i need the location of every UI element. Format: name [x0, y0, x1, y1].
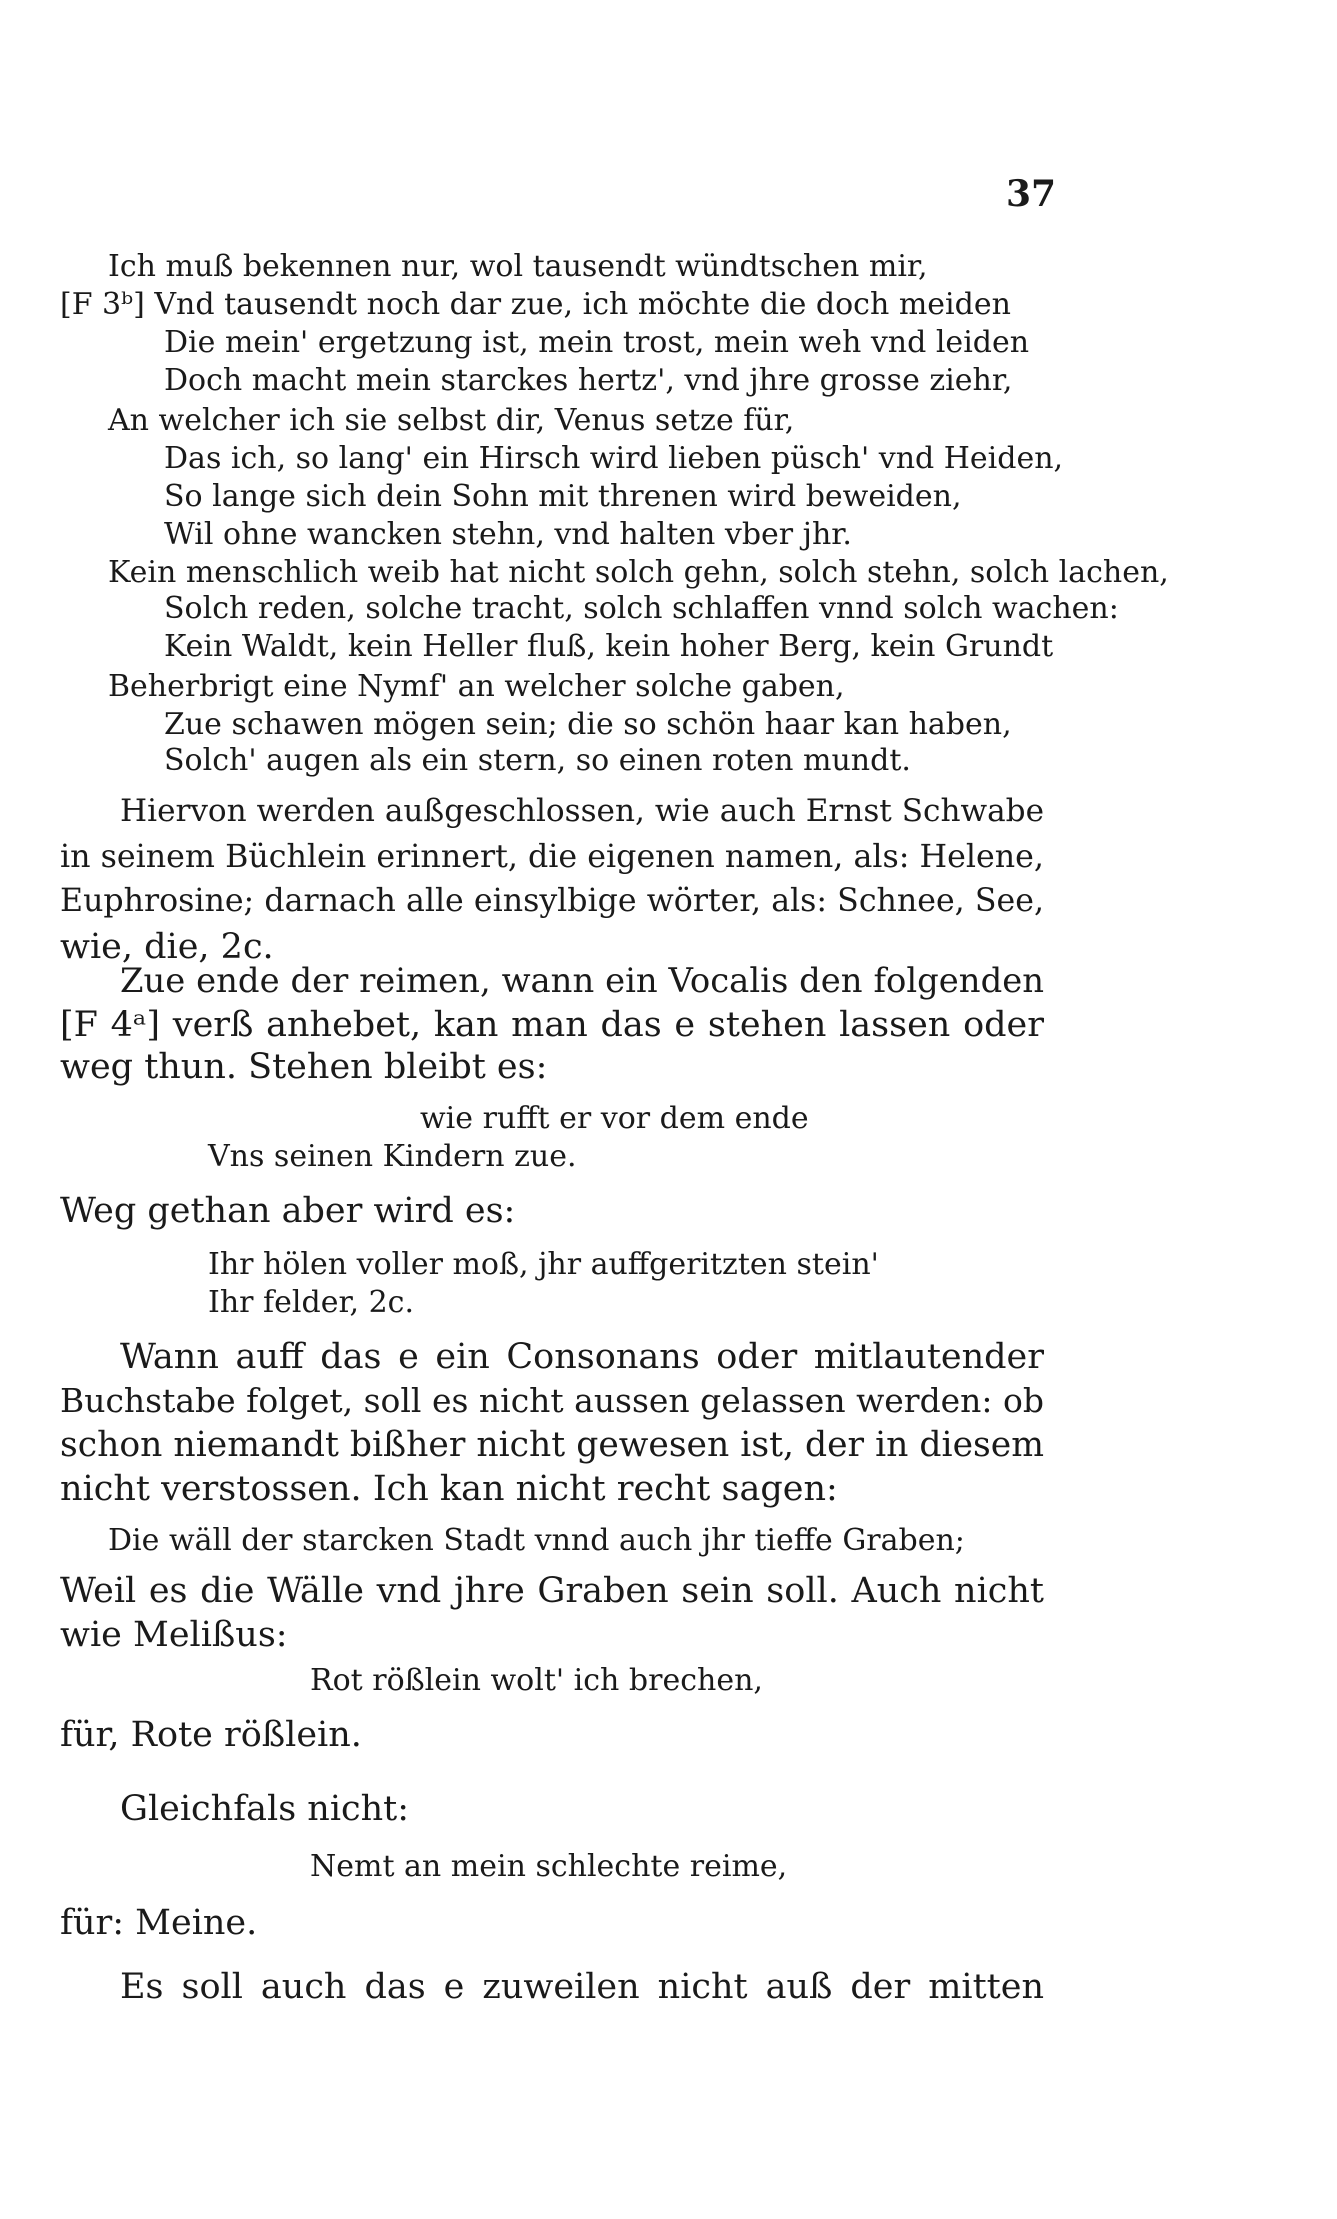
quote-line: Vns seinen Kindern zue. [208, 1139, 577, 1174]
paragraph-line: wie, die, 2c. [60, 927, 274, 967]
paragraph-line: Weil es die Wälle vnd jhre Graben sein soll. Auch nicht [60, 1571, 1044, 1611]
poem-line: Solch' augen als ein stern, so einen roten mundt. [164, 743, 911, 778]
poem-line: Kein Waldt, kein Heller fluß, kein hoher Berg, kein Grundt [164, 629, 1054, 664]
poem-line: Wil ohne wancken stehn, vnd halten vber jhr. [164, 517, 852, 552]
poem-line: So lange sich dein Sohn mit threnen wird beweiden, [164, 479, 962, 514]
poem-line: An welcher ich sie selbst dir, Venus setze für, [108, 403, 795, 438]
page-number: 37 [1006, 173, 1057, 215]
quote-line: Ihr felder, 2c. [208, 1285, 415, 1320]
paragraph-line: für, Rote rößlein. [60, 1715, 362, 1755]
poem-line: Das ich, so lang' ein Hirsch wird lieben püsch' vnd Heiden, [164, 441, 1064, 476]
paragraph-line: weg thun. Stehen bleibt es: [60, 1047, 548, 1087]
paragraph-line: für: Meine. [60, 1903, 258, 1943]
quote-line: Ihr hölen voller moß, jhr auffgeritzten stein' [208, 1247, 879, 1282]
paragraph-line: Zue ende der reimen, wann ein Vocalis den folgenden [120, 961, 1044, 1000]
poem-line: [F 3ᵇ] Vnd tausendt noch dar zue, ich möchte die doch meiden [60, 287, 1011, 322]
paragraph-line: Weg gethan aber wird es: [60, 1191, 516, 1231]
paragraph-line: nicht verstossen. Ich kan nicht recht sagen: [60, 1469, 838, 1509]
poem-line: Kein menschlich weib hat nicht solch gehn, solch stehn, solch lachen, [108, 555, 1169, 590]
example-quote-5: Nemt an mein schlechte reime, [310, 1849, 788, 1884]
poem-line: Ich muß bekennen nur, wol tausendt wündtschen mir, [108, 249, 928, 284]
paragraph-line: wie Melißus: [60, 1615, 288, 1655]
paragraph-line: Gleichfals nicht: [120, 1789, 410, 1829]
paragraph-line: [F 4ᵃ] verß anhebet, kan man das e stehen lassen oder [60, 1005, 1044, 1045]
poem-line: Doch macht mein starckes hertz', vnd jhre grosse ziehr, [164, 363, 1013, 398]
poem-line: Zue schawen mögen sein; die so schön haar kan haben, [164, 707, 1012, 742]
paragraph-line: Hiervon werden außgeschlossen, wie auch Ernst Schwabe [120, 793, 1044, 829]
poem-line: Die mein' ergetzung ist, mein trost, mein weh vnd leiden [164, 325, 1030, 360]
example-quote-3: Die wäll der starcken Stadt vnnd auch jhr tieffe Graben; [108, 1523, 965, 1558]
quote-line: wie rufft er vor dem ende [420, 1101, 809, 1136]
paragraph-line: Wann auff das e ein Consonans oder mitlautender [120, 1337, 1044, 1377]
example-quote-4: Rot rößlein wolt' ich brechen, [310, 1663, 763, 1698]
poem-line: Beherbrigt eine Nymf' an welcher solche gaben, [108, 669, 845, 704]
poem-line: Solch reden, solche tracht, solch schlaffen vnnd solch wachen: [164, 591, 1119, 626]
paragraph-line: Es soll auch das e zuweilen nicht auß der mitten [120, 1967, 1044, 2007]
paragraph-line: Euphrosine; darnach alle einsylbige wörter, als: Schnee, See, [60, 883, 1044, 919]
paragraph-line: Buchstabe folget, soll es nicht aussen gelassen werden: ob [60, 1381, 1044, 1420]
paragraph-line: in seinem Büchlein erinnert, die eigenen namen, als: Helene, [60, 839, 1044, 875]
paragraph-line: schon niemandt bißher nicht gewesen ist, der in diesem [60, 1425, 1044, 1465]
